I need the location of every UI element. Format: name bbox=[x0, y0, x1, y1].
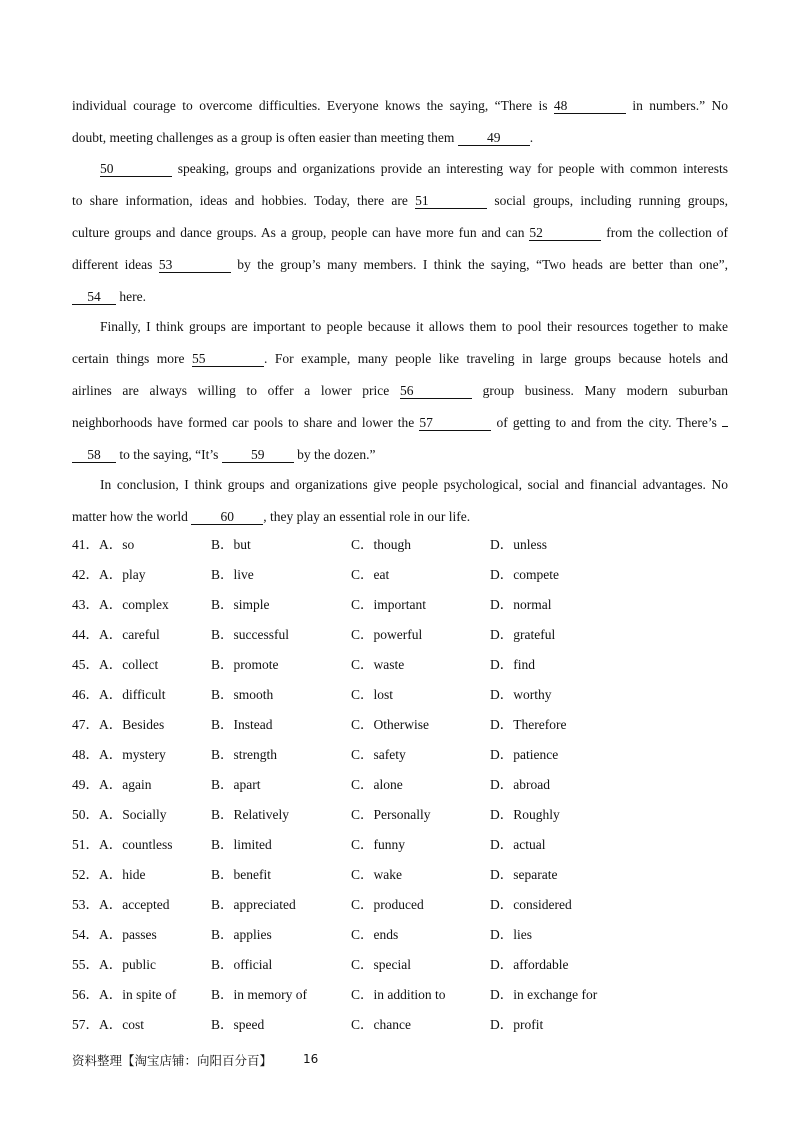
option-c[interactable]: C．eat bbox=[351, 567, 390, 582]
option-b[interactable]: B．simple bbox=[211, 597, 270, 612]
option-c[interactable]: C．produced bbox=[351, 897, 424, 912]
text-line: In conclusion, I think groups and organizations give people psychological, social and financial advantages. No bbox=[100, 477, 728, 492]
text-line: to share information, ideas and hobbies. Today, there are 51 social groups, including running groups, bbox=[72, 193, 728, 208]
option-d[interactable]: D．Roughly bbox=[490, 807, 560, 822]
option-d[interactable]: D．lies bbox=[490, 927, 532, 942]
question-row bbox=[72, 654, 728, 684]
question-row bbox=[72, 864, 728, 894]
answer-options bbox=[72, 534, 728, 1044]
option-a[interactable]: 41．A．so bbox=[72, 537, 135, 552]
option-d[interactable]: D．profit bbox=[490, 1017, 544, 1032]
text-line: 50 speaking, groups and organizations provide an interesting way for people with common interests bbox=[100, 161, 728, 176]
option-b[interactable]: B．but bbox=[211, 537, 251, 552]
option-b[interactable]: B．live bbox=[211, 567, 254, 582]
text-line: certain things more 55 . For example, many people like traveling in large groups because hotels and bbox=[72, 351, 728, 366]
question-row bbox=[72, 564, 728, 594]
text-line: culture groups and dance groups. As a group, people can have more fun and can 52 from the collection of bbox=[72, 225, 728, 240]
text-line: individual courage to overcome difficulties. Everyone knows the saying, “There is 48 in numbers.” No bbox=[72, 98, 729, 113]
page-number: 16 bbox=[303, 1052, 319, 1066]
option-d[interactable]: D．actual bbox=[490, 837, 546, 852]
option-d[interactable]: D．affordable bbox=[490, 957, 569, 972]
blank-58[interactable]: 58 bbox=[72, 448, 116, 463]
option-a[interactable]: 42．A．play bbox=[72, 567, 146, 582]
blank-53[interactable]: 53 bbox=[159, 258, 231, 273]
blank-57[interactable]: 57 bbox=[419, 416, 491, 431]
option-b[interactable]: B．promote bbox=[211, 657, 279, 672]
option-c[interactable]: C．funny bbox=[351, 837, 405, 852]
blank-56[interactable]: 56 bbox=[400, 384, 472, 399]
option-c[interactable]: C．important bbox=[351, 597, 426, 612]
option-a[interactable]: 49．A．again bbox=[72, 777, 152, 792]
text-line: matter how the world 60 , they play an essential role in our life. bbox=[72, 509, 471, 524]
footer-source: 资料整理【淘宝店铺：向阳百分百】 bbox=[72, 1053, 273, 1068]
option-b[interactable]: B．speed bbox=[211, 1017, 265, 1032]
option-c[interactable]: C．waste bbox=[351, 657, 405, 672]
option-b[interactable]: B．official bbox=[211, 957, 273, 972]
question-row bbox=[72, 714, 728, 744]
option-c[interactable]: C．Otherwise bbox=[351, 717, 429, 732]
text-line: different ideas 53 by the group’s many members. I think the saying, “Two heads are better than one”, bbox=[72, 257, 728, 272]
option-d[interactable]: D．abroad bbox=[490, 777, 550, 792]
question-row bbox=[72, 684, 728, 714]
option-b[interactable]: B．smooth bbox=[211, 687, 274, 702]
option-c[interactable]: C．Personally bbox=[351, 807, 431, 822]
option-b[interactable]: B．in memory of bbox=[211, 987, 307, 1002]
question-row bbox=[72, 954, 728, 984]
option-d[interactable]: D．patience bbox=[490, 747, 559, 762]
option-d[interactable]: D．separate bbox=[490, 867, 558, 882]
question-row bbox=[72, 594, 728, 624]
question-row bbox=[72, 984, 728, 1014]
blank-51[interactable]: 51 bbox=[415, 194, 487, 209]
text-line: doubt, meeting challenges as a group is often easier than meeting them 49 . bbox=[72, 130, 534, 145]
option-c[interactable]: C．ends bbox=[351, 927, 399, 942]
blank-52[interactable]: 52 bbox=[529, 226, 601, 241]
option-b[interactable]: B．appreciated bbox=[211, 897, 296, 912]
option-d[interactable]: D．find bbox=[490, 657, 535, 672]
paragraph-1 bbox=[72, 90, 728, 154]
option-c[interactable]: C．powerful bbox=[351, 627, 423, 642]
option-d[interactable]: D．in exchange for bbox=[490, 987, 598, 1002]
option-c[interactable]: C．alone bbox=[351, 777, 403, 792]
option-c[interactable]: C．safety bbox=[351, 747, 406, 762]
blank-58-start bbox=[722, 426, 728, 427]
text-line: neighborhoods have formed car pools to share and lower the 57 of getting to and from the city. There’s bbox=[72, 407, 728, 439]
text-line: 58 to the saying, “It’s 59 by the dozen.” bbox=[72, 439, 728, 471]
option-a[interactable]: 56．A．in spite of bbox=[72, 987, 177, 1002]
option-d[interactable]: D．unless bbox=[490, 537, 547, 552]
blank-48[interactable]: 48 bbox=[554, 99, 626, 114]
option-d[interactable]: D．considered bbox=[490, 897, 572, 912]
blank-59[interactable]: 59 bbox=[222, 448, 294, 463]
option-c[interactable]: C．in addition to bbox=[351, 987, 446, 1002]
blank-50[interactable]: 50 bbox=[100, 162, 172, 177]
option-d[interactable]: D．worthy bbox=[490, 687, 552, 702]
question-row bbox=[72, 744, 728, 774]
option-a[interactable]: 53．A．accepted bbox=[72, 897, 170, 912]
option-b[interactable]: B．applies bbox=[211, 927, 272, 942]
option-d[interactable]: D．normal bbox=[490, 597, 552, 612]
question-row bbox=[72, 894, 728, 924]
paragraph-3 bbox=[72, 311, 728, 471]
option-d[interactable]: D．Therefore bbox=[490, 717, 567, 732]
option-b[interactable]: B．limited bbox=[211, 837, 272, 852]
blank-54[interactable]: 54 bbox=[72, 290, 116, 305]
option-a[interactable]: 50．A．Socially bbox=[72, 807, 167, 822]
option-a[interactable]: 48．A．mystery bbox=[72, 747, 166, 762]
option-a[interactable]: 44．A．careful bbox=[72, 627, 160, 642]
option-b[interactable]: B．strength bbox=[211, 747, 277, 762]
question-row bbox=[72, 924, 728, 954]
option-a[interactable]: 52．A．hide bbox=[72, 867, 146, 882]
option-b[interactable]: B．Instead bbox=[211, 717, 273, 732]
option-a[interactable]: 46．A．difficult bbox=[72, 687, 166, 702]
option-b[interactable]: B．apart bbox=[211, 777, 261, 792]
question-row bbox=[72, 834, 728, 864]
question-row bbox=[72, 804, 728, 834]
option-a[interactable]: 47．A．Besides bbox=[72, 717, 165, 732]
option-a[interactable]: 43．A．complex bbox=[72, 597, 169, 612]
text-line: airlines are always willing to offer a lower price 56 group business. Many modern suburban bbox=[72, 383, 728, 398]
paragraph-4 bbox=[72, 469, 728, 533]
option-a[interactable]: 55．A．public bbox=[72, 957, 156, 972]
option-c[interactable]: C．lost bbox=[351, 687, 394, 702]
option-b[interactable]: B．successful bbox=[211, 627, 289, 642]
option-d[interactable]: D．compete bbox=[490, 567, 559, 582]
option-a[interactable]: 57．A．cost bbox=[72, 1017, 144, 1032]
blank-49[interactable]: 49 bbox=[458, 131, 530, 146]
question-row bbox=[72, 774, 728, 804]
option-a[interactable]: 51．A．countless bbox=[72, 837, 173, 852]
option-c[interactable]: C．though bbox=[351, 537, 412, 552]
text-line: 54 here. bbox=[72, 281, 728, 313]
blank-55[interactable]: 55 bbox=[192, 352, 264, 367]
question-row bbox=[72, 1014, 728, 1044]
option-a[interactable]: 54．A．passes bbox=[72, 927, 157, 942]
question-row bbox=[72, 624, 728, 654]
option-d[interactable]: D．grateful bbox=[490, 627, 556, 642]
question-row bbox=[72, 534, 728, 564]
paragraph-2 bbox=[72, 153, 728, 313]
blank-60[interactable]: 60 bbox=[191, 510, 263, 525]
option-c[interactable]: C．chance bbox=[351, 1017, 411, 1032]
option-b[interactable]: B．benefit bbox=[211, 867, 271, 882]
option-c[interactable]: C．wake bbox=[351, 867, 402, 882]
option-b[interactable]: B．Relatively bbox=[211, 807, 289, 822]
option-c[interactable]: C．special bbox=[351, 957, 411, 972]
text-line: Finally, I think groups are important to people because it allows them to pool their resources together to make bbox=[100, 319, 728, 334]
option-a[interactable]: 45．A．collect bbox=[72, 657, 159, 672]
